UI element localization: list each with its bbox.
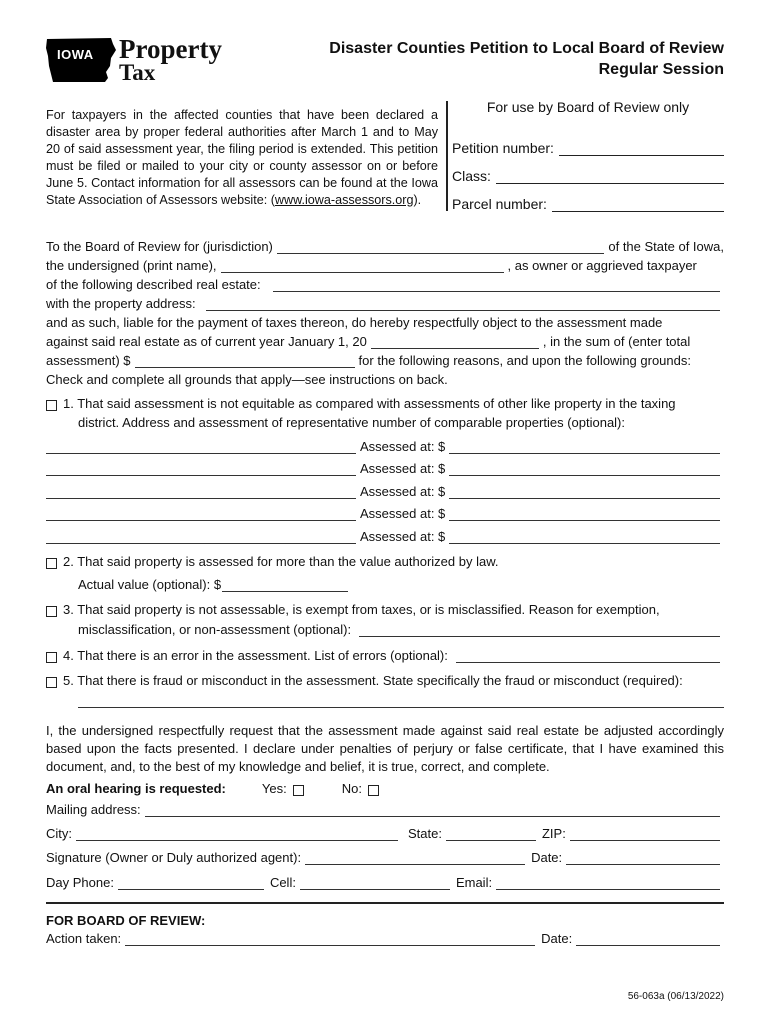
board-heading-line (46, 910, 724, 928)
real-estate-label: of the following described real estate: (46, 277, 261, 292)
ground-3-line-2 (78, 619, 724, 637)
real-estate-input[interactable] (273, 278, 720, 292)
parcel-number-field[interactable] (452, 184, 724, 212)
ground-1-checkbox[interactable] (46, 400, 57, 411)
board-use-heading: For use by Board of Review only (486, 99, 690, 115)
ground-1-text: 1. That said assessment is not equitable as compared with assessments of other like property in the taxing (63, 396, 676, 411)
ground-2-checkbox[interactable] (46, 558, 57, 569)
cell-label: Cell: (269, 875, 296, 890)
of-state-label: of the State of Iowa, (608, 239, 724, 254)
state-label: State: (408, 826, 442, 841)
title-line-2: Regular Session (598, 61, 724, 78)
print-name-input[interactable] (221, 259, 504, 273)
reasons-text: for the following reasons, and upon the following grounds: (358, 353, 691, 368)
ground-4 (46, 645, 724, 663)
property-address-input[interactable] (206, 297, 720, 311)
day-phone-input[interactable] (118, 876, 264, 890)
check-all-text: Check and complete all grounds that apply—see instructions on back. (46, 372, 448, 387)
email-input[interactable] (496, 876, 720, 890)
liable-line (46, 312, 724, 330)
signature-input[interactable] (305, 851, 525, 865)
ground-4-checkbox[interactable] (46, 652, 57, 663)
comparable-row (46, 436, 724, 454)
address-line (46, 293, 724, 311)
logo-word-tax: Tax (119, 60, 156, 85)
comparable-address-input[interactable] (46, 530, 356, 544)
real-estate-line (46, 274, 724, 292)
class-label: Class: (452, 168, 491, 184)
assessed-at-input[interactable] (449, 530, 720, 544)
jurisdiction-label: To the Board of Review for (jurisdiction) (46, 239, 273, 254)
yes-checkbox[interactable] (293, 785, 304, 796)
oral-hearing-label: An oral hearing is requested: (46, 781, 226, 796)
petition-number-label: Petition number: (452, 140, 554, 156)
ground-3-checkbox[interactable] (46, 606, 57, 617)
board-use-box (452, 99, 724, 212)
iowa-property-tax-logo (45, 36, 235, 86)
title-line-1: Disaster Counties Petition to Local Board of Review (329, 40, 724, 57)
print-name-label: the undersigned (print name), (46, 258, 217, 273)
actual-value-line (78, 574, 724, 592)
zip-label: ZIP: (541, 826, 566, 841)
class-input[interactable] (496, 170, 724, 184)
no-label: No: (341, 781, 362, 796)
form-title (329, 38, 724, 80)
signature-label: Signature (Owner or Duly authorized agent): (46, 850, 302, 865)
ground-1-line-2 (78, 412, 724, 430)
action-taken-label: Action taken: (46, 931, 122, 946)
signature-line (46, 847, 724, 865)
ground-2-text: 2. That said property is assessed for more than the value authorized by law. (63, 554, 499, 569)
parcel-number-label: Parcel number: (452, 196, 547, 212)
ground-5 (46, 670, 724, 688)
assessment-line (46, 350, 724, 368)
signature-date-input[interactable] (566, 851, 720, 865)
against-line (46, 331, 724, 349)
year-label: against said real estate as of current year January 1, 20 (46, 334, 367, 349)
comparable-row (46, 458, 724, 476)
petition-number-field[interactable] (452, 128, 724, 156)
assessed-at-input[interactable] (449, 485, 720, 499)
ground-3 (46, 599, 724, 617)
intro-paragraph (46, 107, 438, 209)
assessed-at-input[interactable] (449, 462, 720, 476)
intro-tail: ). (413, 193, 422, 207)
ground-4-text: 4. That there is an error in the assessment. List of errors (optional): (63, 648, 448, 663)
ground-2 (46, 551, 724, 569)
assessment-amount-label: assessment) $ (46, 353, 131, 368)
action-taken-line (46, 928, 724, 946)
assessors-website-link[interactable]: www.iowa-assessors.org (274, 193, 414, 207)
ground-5-fraud-input[interactable] (78, 694, 724, 708)
check-all-line (46, 369, 724, 387)
year-input[interactable] (371, 335, 539, 349)
no-checkbox[interactable] (368, 785, 379, 796)
zip-input[interactable] (570, 827, 720, 841)
name-line (46, 255, 724, 273)
comparable-row (46, 526, 724, 544)
actual-value-label: Actual value (optional): $ (78, 577, 222, 592)
declaration-paragraph: I, the undersigned respectfully request that the assessment made against said real estate be adjusted accordingly based upon the facts presented. I declare under penalties of perjury or false certificate, that I have examined this document, and, to the best of my knowledge and belief, it is true, correct, and complete. (46, 723, 724, 774)
actual-value-input[interactable] (222, 578, 348, 592)
assessed-at-label: Assessed at: $ (360, 529, 446, 544)
assessment-amount-input[interactable] (135, 354, 355, 368)
liable-text: and as such, liable for the payment of taxes thereon, do hereby respectfully object to the assessment made (46, 315, 663, 330)
city-input[interactable] (76, 827, 398, 841)
mailing-address-label: Mailing address: (46, 802, 141, 817)
logo-word-property: Property (119, 34, 222, 64)
state-input[interactable] (446, 827, 536, 841)
property-address-label: with the property address: (46, 296, 196, 311)
city-label: City: (46, 826, 72, 841)
cell-input[interactable] (300, 876, 450, 890)
day-phone-label: Day Phone: (46, 875, 114, 890)
board-of-review-heading: FOR BOARD OF REVIEW: (46, 913, 206, 928)
ground-1-text-2: district. Address and assessment of representative number of comparable properties (optional): (78, 415, 625, 430)
mailing-address-line (46, 799, 724, 817)
ground-4-errors-input[interactable] (456, 649, 720, 663)
ground-1 (46, 393, 724, 411)
assessed-at-input[interactable] (449, 507, 720, 521)
city-state-zip-line (46, 823, 724, 841)
action-date-label: Date: (541, 931, 573, 946)
ground-5-answer-line (46, 690, 724, 708)
in-sum-label: , in the sum of (enter total (542, 334, 691, 349)
assessed-at-label: Assessed at: $ (360, 506, 446, 521)
ground-5-checkbox[interactable] (46, 677, 57, 688)
section-divider (46, 902, 724, 904)
ground-3-text-2: misclassification, or non-assessment (optional): (78, 622, 352, 637)
assessed-at-label: Assessed at: $ (360, 439, 446, 454)
comparable-address-input[interactable] (46, 485, 356, 499)
ground-3-reason-input[interactable] (359, 623, 720, 637)
parcel-number-input[interactable] (552, 198, 724, 212)
ground-3-text: 3. That said property is not assessable, is exempt from taxes, or is misclassified. Reason for exemption, (63, 602, 660, 617)
jurisdiction-input[interactable] (277, 240, 604, 254)
action-date-input[interactable] (576, 932, 720, 946)
assessed-at-label: Assessed at: $ (360, 484, 446, 499)
assessed-at-input[interactable] (449, 440, 720, 454)
comparable-row (46, 481, 724, 499)
yes-label: Yes: (261, 781, 287, 796)
comparable-address-input[interactable] (46, 440, 356, 454)
signature-date-label: Date: (531, 850, 563, 865)
ground-5-text: 5. That there is fraud or misconduct in the assessment. State specifically the fraud or misconduct (required): (63, 673, 683, 688)
action-taken-input[interactable] (125, 932, 535, 946)
mailing-address-input[interactable] (145, 803, 720, 817)
petition-number-input[interactable] (559, 142, 724, 156)
comparable-row (46, 503, 724, 521)
phone-email-line (46, 872, 724, 890)
divider (446, 101, 448, 211)
logo-state-text: IOWA (57, 47, 94, 62)
form-number: 56-063a (06/13/2022) (627, 991, 724, 1002)
comparable-address-input[interactable] (46, 507, 356, 521)
assessed-at-label: Assessed at: $ (360, 461, 446, 476)
email-label: Email: (455, 875, 493, 890)
class-field[interactable] (452, 156, 724, 184)
oral-hearing-line (46, 778, 724, 796)
intro-text: For taxpayers in the affected counties that have been declared a disaster area by proper federal authorities after March 1 and to May 20 of said assessment year, the filing period is extended. This petition must be filed or mailed to your city or county assessor on or before June 5. Contact information for all assessors can be found at the Iowa State Association of Assessors website: ( (46, 108, 438, 207)
as-owner-label: , as owner or aggrieved taxpayer (507, 258, 697, 273)
comparable-address-input[interactable] (46, 462, 356, 476)
jurisdiction-line (46, 236, 724, 254)
